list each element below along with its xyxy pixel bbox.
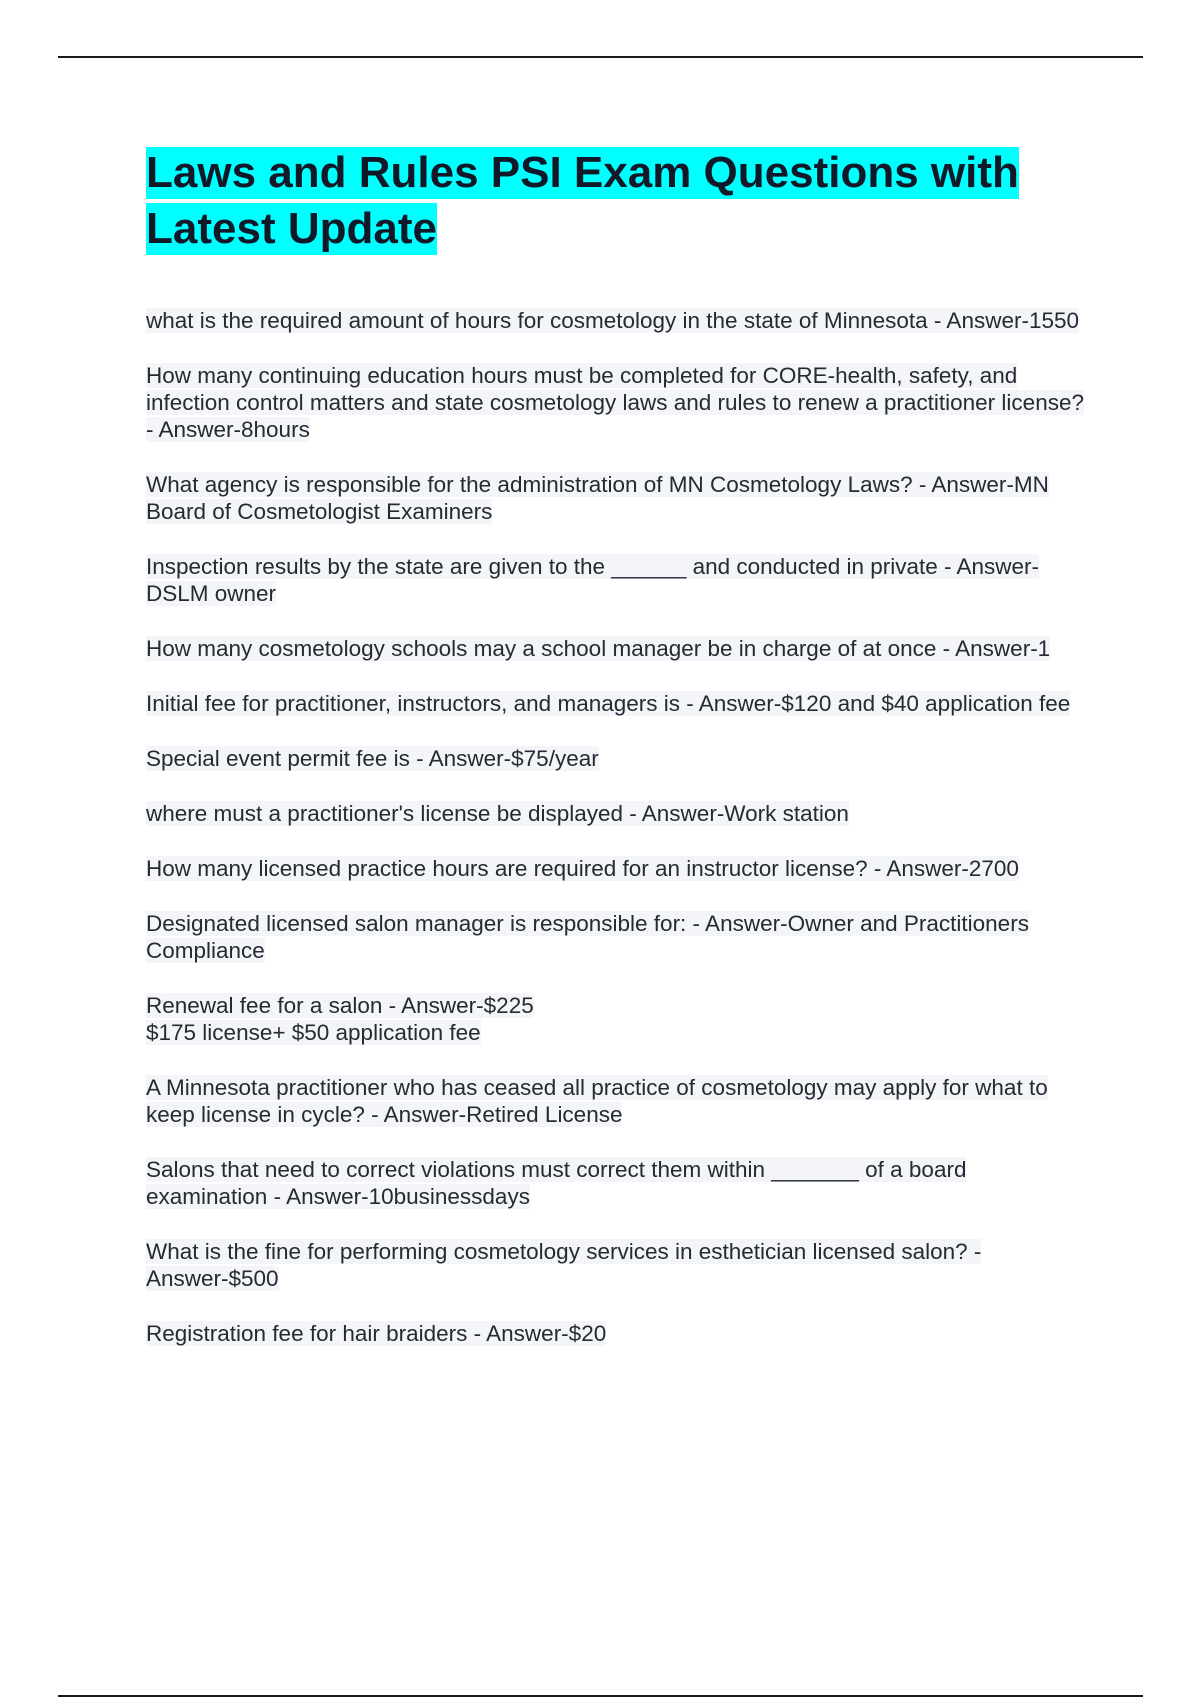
qa-text: Salons that need to correct violations must correct them within _______ of a board examination - Answer-10businessdays [146,1157,967,1209]
qa-item [146,362,1086,443]
qa-item [146,1320,1086,1347]
qa-item [146,745,1086,772]
bottom-divider [58,1695,1143,1697]
document-body [146,145,1086,1375]
qa-text: where must a practitioner's license be displayed - Answer-Work station [146,801,849,826]
qa-text: Inspection results by the state are given to the ______ and conducted in private - Answer-DSLM owner [146,554,1040,606]
qa-item [146,471,1086,525]
question-answer-list [146,307,1086,1347]
qa-text: How many cosmetology schools may a school manager be in charge of at once - Answer-1 [146,636,1051,661]
qa-text: Registration fee for hair braiders - Answer-$20 [146,1321,607,1346]
qa-item [146,1238,1086,1292]
qa-item [146,800,1086,827]
qa-item [146,307,1086,334]
qa-item [146,992,1086,1046]
qa-item [146,690,1086,717]
qa-item [146,635,1086,662]
document-title-text: Laws and Rules PSI Exam Questions with Latest Update [146,148,1019,253]
qa-text: What is the fine for performing cosmetology services in esthetician licensed salon? - Answer-$500 [146,1239,982,1291]
qa-text: Renewal fee for a salon - Answer-$225 $175 license+ $50 application fee [146,993,534,1045]
qa-item [146,1156,1086,1210]
qa-item [146,1074,1086,1128]
qa-text: Initial fee for practitioner, instructors, and managers is - Answer-$120 and $40 application fee [146,691,1071,716]
qa-text: Special event permit fee is - Answer-$75/year [146,746,599,771]
qa-text: How many continuing education hours must be completed for CORE-health, safety, and infection control matters and state cosmetology laws and rules to renew a practitioner license? - Answer-8hours [146,363,1084,442]
qa-text: Designated licensed salon manager is responsible for: - Answer-Owner and Practitioners Compliance [146,911,1029,963]
qa-item [146,910,1086,964]
qa-item [146,553,1086,607]
top-divider [58,56,1143,58]
qa-text: what is the required amount of hours for cosmetology in the state of Minnesota - Answer-1550 [146,308,1080,333]
qa-item [146,855,1086,882]
document-title [146,145,1086,257]
qa-text: How many licensed practice hours are required for an instructor license? - Answer-2700 [146,856,1019,881]
qa-text: A Minnesota practitioner who has ceased all practice of cosmetology may apply for what to keep license in cycle? - Answer-Retired License [146,1075,1048,1127]
qa-text: What agency is responsible for the administration of MN Cosmetology Laws? - Answer-MN Board of Cosmetologist Examiners [146,472,1049,524]
